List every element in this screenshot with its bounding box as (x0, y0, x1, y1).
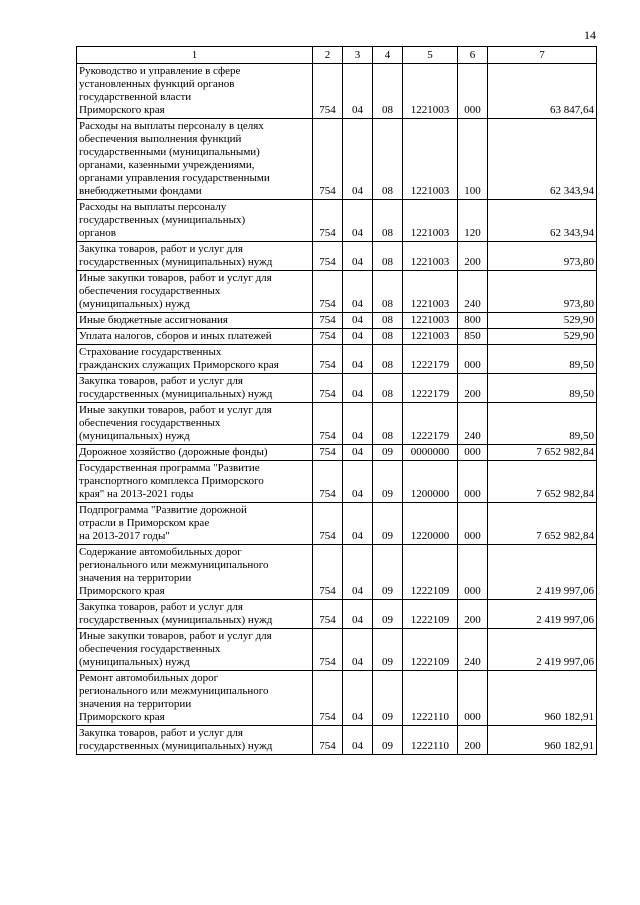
row-name-cell: Уплата налогов, сборов и иных платежей (77, 329, 313, 345)
row-name-cell: Закупка товаров, работ и услуг для государственных (муниципальных) нужд (77, 374, 313, 403)
row-target-item-cell: 1222110 (403, 671, 458, 726)
row-amount-cell: 973,80 (488, 242, 597, 271)
row-target-item-cell: 1222179 (403, 403, 458, 445)
row-amount-cell: 960 182,91 (488, 726, 597, 755)
row-admin-code-cell: 754 (313, 726, 343, 755)
row-name-cell: Закупка товаров, работ и услуг для государственных (муниципальных) нужд (77, 242, 313, 271)
table-row (77, 64, 597, 119)
row-subsection-cell: 08 (373, 329, 403, 345)
row-expense-type-cell: 800 (458, 313, 488, 329)
row-name-cell: Иные закупки товаров, работ и услуг для обеспечения государственных (муниципальных) нужд (77, 629, 313, 671)
row-target-item-cell: 0000000 (403, 445, 458, 461)
row-admin-code-cell: 754 (313, 671, 343, 726)
row-amount-cell: 529,90 (488, 313, 597, 329)
row-admin-code-cell: 754 (313, 313, 343, 329)
row-subsection-cell: 08 (373, 64, 403, 119)
row-section-cell: 04 (343, 313, 373, 329)
header-col-6: 6 (458, 47, 488, 64)
row-expense-type-cell: 200 (458, 600, 488, 629)
row-subsection-cell: 09 (373, 445, 403, 461)
row-expense-type-cell: 000 (458, 545, 488, 600)
row-section-cell: 04 (343, 271, 373, 313)
table-body (77, 64, 597, 755)
table-row (77, 600, 597, 629)
row-target-item-cell: 1220000 (403, 503, 458, 545)
row-admin-code-cell: 754 (313, 271, 343, 313)
row-amount-cell: 2 419 997,06 (488, 545, 597, 600)
budget-table (76, 46, 597, 755)
table-row (77, 629, 597, 671)
row-target-item-cell: 1222179 (403, 374, 458, 403)
row-name-cell: Расходы на выплаты персоналу государственных (муниципальных) органов (77, 200, 313, 242)
row-expense-type-cell: 000 (458, 345, 488, 374)
table-row (77, 545, 597, 600)
table-row (77, 329, 597, 345)
row-target-item-cell: 1222179 (403, 345, 458, 374)
row-subsection-cell: 08 (373, 271, 403, 313)
row-section-cell: 04 (343, 503, 373, 545)
row-section-cell: 04 (343, 64, 373, 119)
row-amount-cell: 2 419 997,06 (488, 629, 597, 671)
row-subsection-cell: 08 (373, 403, 403, 445)
header-col-7: 7 (488, 47, 597, 64)
row-name-cell: Руководство и управление в сфере установленных функций органов государственной власти Приморского края (77, 64, 313, 119)
row-expense-type-cell: 850 (458, 329, 488, 345)
row-expense-type-cell: 120 (458, 200, 488, 242)
row-section-cell: 04 (343, 119, 373, 200)
row-name-cell: Страхование государственных гражданских служащих Приморского края (77, 345, 313, 374)
row-name-cell: Иные бюджетные ассигнования (77, 313, 313, 329)
row-target-item-cell: 1200000 (403, 461, 458, 503)
row-admin-code-cell: 754 (313, 503, 343, 545)
row-target-item-cell: 1222109 (403, 545, 458, 600)
table-row (77, 374, 597, 403)
row-admin-code-cell: 754 (313, 64, 343, 119)
row-amount-cell: 63 847,64 (488, 64, 597, 119)
row-name-cell: Иные закупки товаров, работ и услуг для обеспечения государственных (муниципальных) нужд (77, 403, 313, 445)
row-target-item-cell: 1221003 (403, 64, 458, 119)
row-target-item-cell: 1222109 (403, 629, 458, 671)
row-target-item-cell: 1221003 (403, 271, 458, 313)
header-col-5: 5 (403, 47, 458, 64)
row-expense-type-cell: 000 (458, 503, 488, 545)
row-name-cell: Ремонт автомобильных дорог регионального или межмуниципального значения на территории Приморского края (77, 671, 313, 726)
row-name-cell: Подпрограмма "Развитие дорожной отрасли в Приморском крае на 2013-2017 годы" (77, 503, 313, 545)
row-section-cell: 04 (343, 403, 373, 445)
row-target-item-cell: 1221003 (403, 200, 458, 242)
row-subsection-cell: 09 (373, 600, 403, 629)
row-section-cell: 04 (343, 600, 373, 629)
table-row (77, 345, 597, 374)
row-section-cell: 04 (343, 329, 373, 345)
row-subsection-cell: 08 (373, 200, 403, 242)
row-admin-code-cell: 754 (313, 200, 343, 242)
table-row (77, 313, 597, 329)
row-name-cell: Закупка товаров, работ и услуг для государственных (муниципальных) нужд (77, 600, 313, 629)
row-name-cell: Государственная программа "Развитие транспортного комплекса Приморского края" на 2013-2021 годы (77, 461, 313, 503)
row-expense-type-cell: 240 (458, 403, 488, 445)
table-row (77, 242, 597, 271)
row-target-item-cell: 1222110 (403, 726, 458, 755)
row-name-cell: Дорожное хозяйство (дорожные фонды) (77, 445, 313, 461)
row-name-cell: Закупка товаров, работ и услуг для государственных (муниципальных) нужд (77, 726, 313, 755)
table-row (77, 461, 597, 503)
row-target-item-cell: 1221003 (403, 329, 458, 345)
row-amount-cell: 529,90 (488, 329, 597, 345)
header-col-1: 1 (77, 47, 313, 64)
row-admin-code-cell: 754 (313, 461, 343, 503)
row-section-cell: 04 (343, 461, 373, 503)
row-subsection-cell: 08 (373, 242, 403, 271)
row-admin-code-cell: 754 (313, 403, 343, 445)
row-subsection-cell: 08 (373, 119, 403, 200)
row-subsection-cell: 09 (373, 503, 403, 545)
row-expense-type-cell: 200 (458, 374, 488, 403)
row-expense-type-cell: 000 (458, 445, 488, 461)
row-section-cell: 04 (343, 200, 373, 242)
row-target-item-cell: 1221003 (403, 313, 458, 329)
row-expense-type-cell: 200 (458, 726, 488, 755)
row-target-item-cell: 1222109 (403, 600, 458, 629)
table-row (77, 671, 597, 726)
table-row (77, 271, 597, 313)
row-subsection-cell: 08 (373, 374, 403, 403)
row-expense-type-cell: 240 (458, 629, 488, 671)
row-section-cell: 04 (343, 345, 373, 374)
row-name-cell: Иные закупки товаров, работ и услуг для обеспечения государственных (муниципальных) нужд (77, 271, 313, 313)
table-row (77, 445, 597, 461)
row-admin-code-cell: 754 (313, 629, 343, 671)
row-expense-type-cell: 100 (458, 119, 488, 200)
header-row (77, 47, 597, 64)
row-amount-cell: 89,50 (488, 403, 597, 445)
row-section-cell: 04 (343, 545, 373, 600)
row-target-item-cell: 1221003 (403, 242, 458, 271)
row-admin-code-cell: 754 (313, 329, 343, 345)
row-section-cell: 04 (343, 726, 373, 755)
row-section-cell: 04 (343, 374, 373, 403)
row-section-cell: 04 (343, 445, 373, 461)
header-col-3: 3 (343, 47, 373, 64)
row-expense-type-cell: 000 (458, 64, 488, 119)
table-row (77, 119, 597, 200)
row-expense-type-cell: 240 (458, 271, 488, 313)
header-col-4: 4 (373, 47, 403, 64)
row-amount-cell: 89,50 (488, 345, 597, 374)
table-row (77, 200, 597, 242)
row-expense-type-cell: 000 (458, 461, 488, 503)
row-admin-code-cell: 754 (313, 545, 343, 600)
page-number: 14 (584, 28, 596, 42)
table-row (77, 726, 597, 755)
row-amount-cell: 62 343,94 (488, 200, 597, 242)
row-amount-cell: 62 343,94 (488, 119, 597, 200)
row-amount-cell: 2 419 997,06 (488, 600, 597, 629)
row-amount-cell: 7 652 982,84 (488, 461, 597, 503)
header-col-2: 2 (313, 47, 343, 64)
row-amount-cell: 89,50 (488, 374, 597, 403)
row-admin-code-cell: 754 (313, 374, 343, 403)
row-expense-type-cell: 200 (458, 242, 488, 271)
table-row (77, 403, 597, 445)
row-subsection-cell: 09 (373, 726, 403, 755)
table-row (77, 503, 597, 545)
row-name-cell: Расходы на выплаты персоналу в целях обеспечения выполнения функций государственными (муниципальными) органами, казенными учреждениями, органами управления государственными внебюджетными фондами (77, 119, 313, 200)
row-admin-code-cell: 754 (313, 242, 343, 271)
row-subsection-cell: 09 (373, 671, 403, 726)
row-amount-cell: 7 652 982,84 (488, 503, 597, 545)
row-admin-code-cell: 754 (313, 600, 343, 629)
row-subsection-cell: 09 (373, 461, 403, 503)
row-amount-cell: 960 182,91 (488, 671, 597, 726)
row-amount-cell: 7 652 982,84 (488, 445, 597, 461)
row-target-item-cell: 1221003 (403, 119, 458, 200)
row-subsection-cell: 08 (373, 313, 403, 329)
row-subsection-cell: 08 (373, 345, 403, 374)
row-section-cell: 04 (343, 629, 373, 671)
row-section-cell: 04 (343, 671, 373, 726)
row-amount-cell: 973,80 (488, 271, 597, 313)
row-section-cell: 04 (343, 242, 373, 271)
row-admin-code-cell: 754 (313, 119, 343, 200)
row-subsection-cell: 09 (373, 545, 403, 600)
row-expense-type-cell: 000 (458, 671, 488, 726)
row-subsection-cell: 09 (373, 629, 403, 671)
row-name-cell: Содержание автомобильных дорог регионального или межмуниципального значения на территории Приморского края (77, 545, 313, 600)
row-admin-code-cell: 754 (313, 345, 343, 374)
row-admin-code-cell: 754 (313, 445, 343, 461)
